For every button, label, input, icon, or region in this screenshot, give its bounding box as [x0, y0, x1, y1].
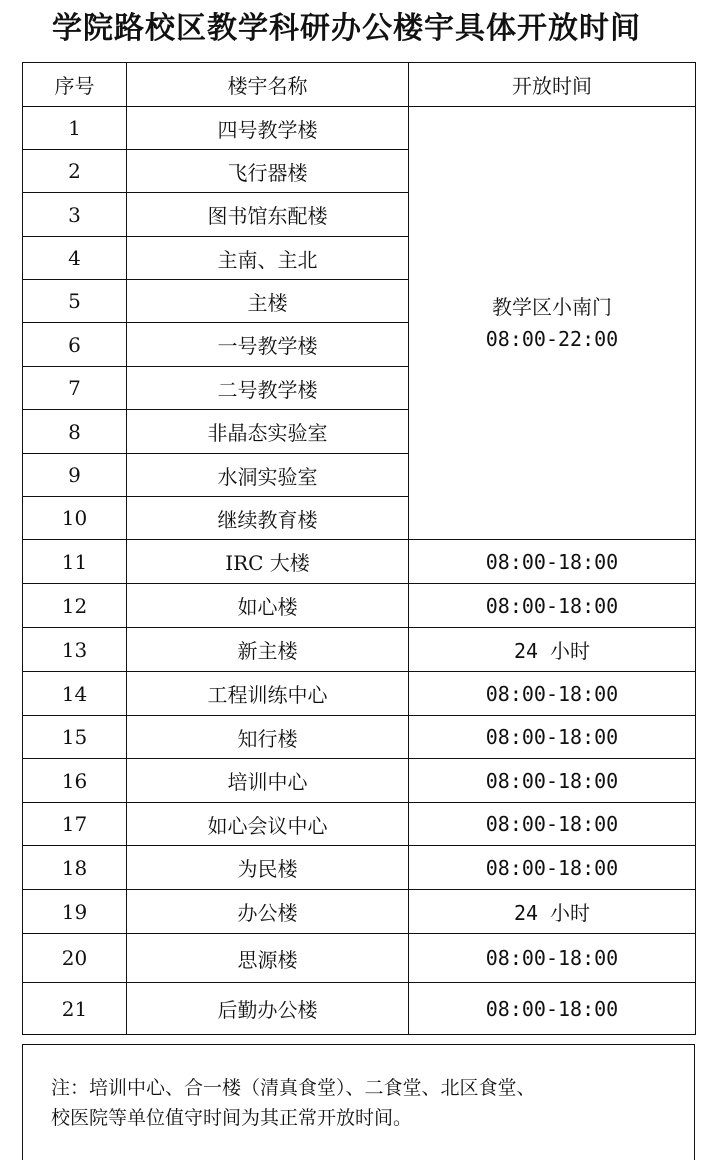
- table-row: [23, 716, 696, 759]
- opening-time: 08:00-18:00: [409, 716, 696, 759]
- opening-time: 08:00-18:00: [409, 540, 696, 584]
- table-row: [23, 803, 696, 846]
- building-name: 主楼: [127, 280, 409, 323]
- opening-time: 08:00-18:00: [409, 672, 696, 716]
- building-name: 四号教学楼: [127, 107, 409, 150]
- row-number: 7: [23, 367, 127, 410]
- table-body: [23, 107, 696, 1035]
- row-number: 12: [23, 584, 127, 628]
- row-number: 19: [23, 890, 127, 934]
- row-number: 3: [23, 193, 127, 237]
- row-number: 1: [23, 107, 127, 150]
- building-name: 继续教育楼: [127, 497, 409, 540]
- footnote: [22, 1044, 695, 1160]
- table-row: [23, 846, 696, 890]
- opening-time: 08:00-18:00: [409, 846, 696, 890]
- table-row: [23, 628, 696, 672]
- building-name: 工程训练中心: [127, 672, 409, 716]
- header-building-name: 楼宇名称: [127, 63, 409, 107]
- building-name: 后勤办公楼: [127, 983, 409, 1035]
- header-number: 序号: [23, 63, 127, 107]
- opening-time: 24 小时: [409, 890, 696, 934]
- building-name: 二号教学楼: [127, 367, 409, 410]
- table-row: [23, 672, 696, 716]
- merged-time: 08:00-22:00: [485, 327, 619, 351]
- building-name: 主南、主北: [127, 237, 409, 280]
- header-opening-time: 开放时间: [409, 63, 696, 107]
- row-number: 13: [23, 628, 127, 672]
- footnote-line-2: 校医院等单位值守时间为其正常开放时间。: [51, 1107, 413, 1129]
- row-number: 11: [23, 540, 127, 584]
- building-name: 一号教学楼: [127, 323, 409, 367]
- row-number: 20: [23, 934, 127, 983]
- row-number: 6: [23, 323, 127, 367]
- table-header-row: [23, 63, 696, 107]
- table-row: [23, 540, 696, 584]
- row-number: 18: [23, 846, 127, 890]
- opening-hours-table: [22, 62, 696, 1035]
- row-number: 4: [23, 237, 127, 280]
- table-row: [23, 584, 696, 628]
- merged-opening-time: [409, 107, 696, 540]
- table-row: [23, 934, 696, 983]
- row-number: 17: [23, 803, 127, 846]
- building-name: 水洞实验室: [127, 454, 409, 497]
- footnote-line-1: 注：培训中心、合一楼（清真食堂）、二食堂、北区食堂、: [51, 1077, 536, 1099]
- row-number: 14: [23, 672, 127, 716]
- table-row: [23, 107, 696, 150]
- row-number: 16: [23, 759, 127, 803]
- building-name: 图书馆东配楼: [127, 193, 409, 237]
- building-name: 为民楼: [127, 846, 409, 890]
- merged-location: 教学区小南门: [492, 295, 612, 319]
- row-number: 21: [23, 983, 127, 1035]
- building-name: 思源楼: [127, 934, 409, 983]
- building-name: 如心会议中心: [127, 803, 409, 846]
- table-row: [23, 983, 696, 1035]
- opening-time: 24 小时: [409, 628, 696, 672]
- row-number: 2: [23, 150, 127, 193]
- opening-time: 08:00-18:00: [409, 983, 696, 1035]
- building-name: 办公楼: [127, 890, 409, 934]
- building-name: 知行楼: [127, 716, 409, 759]
- building-name: IRC 大楼: [127, 540, 409, 584]
- opening-time: 08:00-18:00: [409, 584, 696, 628]
- building-name: 非晶态实验室: [127, 410, 409, 454]
- opening-time: 08:00-18:00: [409, 759, 696, 803]
- building-name: 培训中心: [127, 759, 409, 803]
- table-row: [23, 759, 696, 803]
- building-name: 飞行器楼: [127, 150, 409, 193]
- page-title: 学院路校区教学科研办公楼宇具体开放时间: [52, 11, 641, 46]
- opening-time: 08:00-18:00: [409, 803, 696, 846]
- table-row: [23, 890, 696, 934]
- row-number: 9: [23, 454, 127, 497]
- row-number: 15: [23, 716, 127, 759]
- building-name: 新主楼: [127, 628, 409, 672]
- row-number: 10: [23, 497, 127, 540]
- row-number: 5: [23, 280, 127, 323]
- row-number: 8: [23, 410, 127, 454]
- opening-time: 08:00-18:00: [409, 934, 696, 983]
- building-name: 如心楼: [127, 584, 409, 628]
